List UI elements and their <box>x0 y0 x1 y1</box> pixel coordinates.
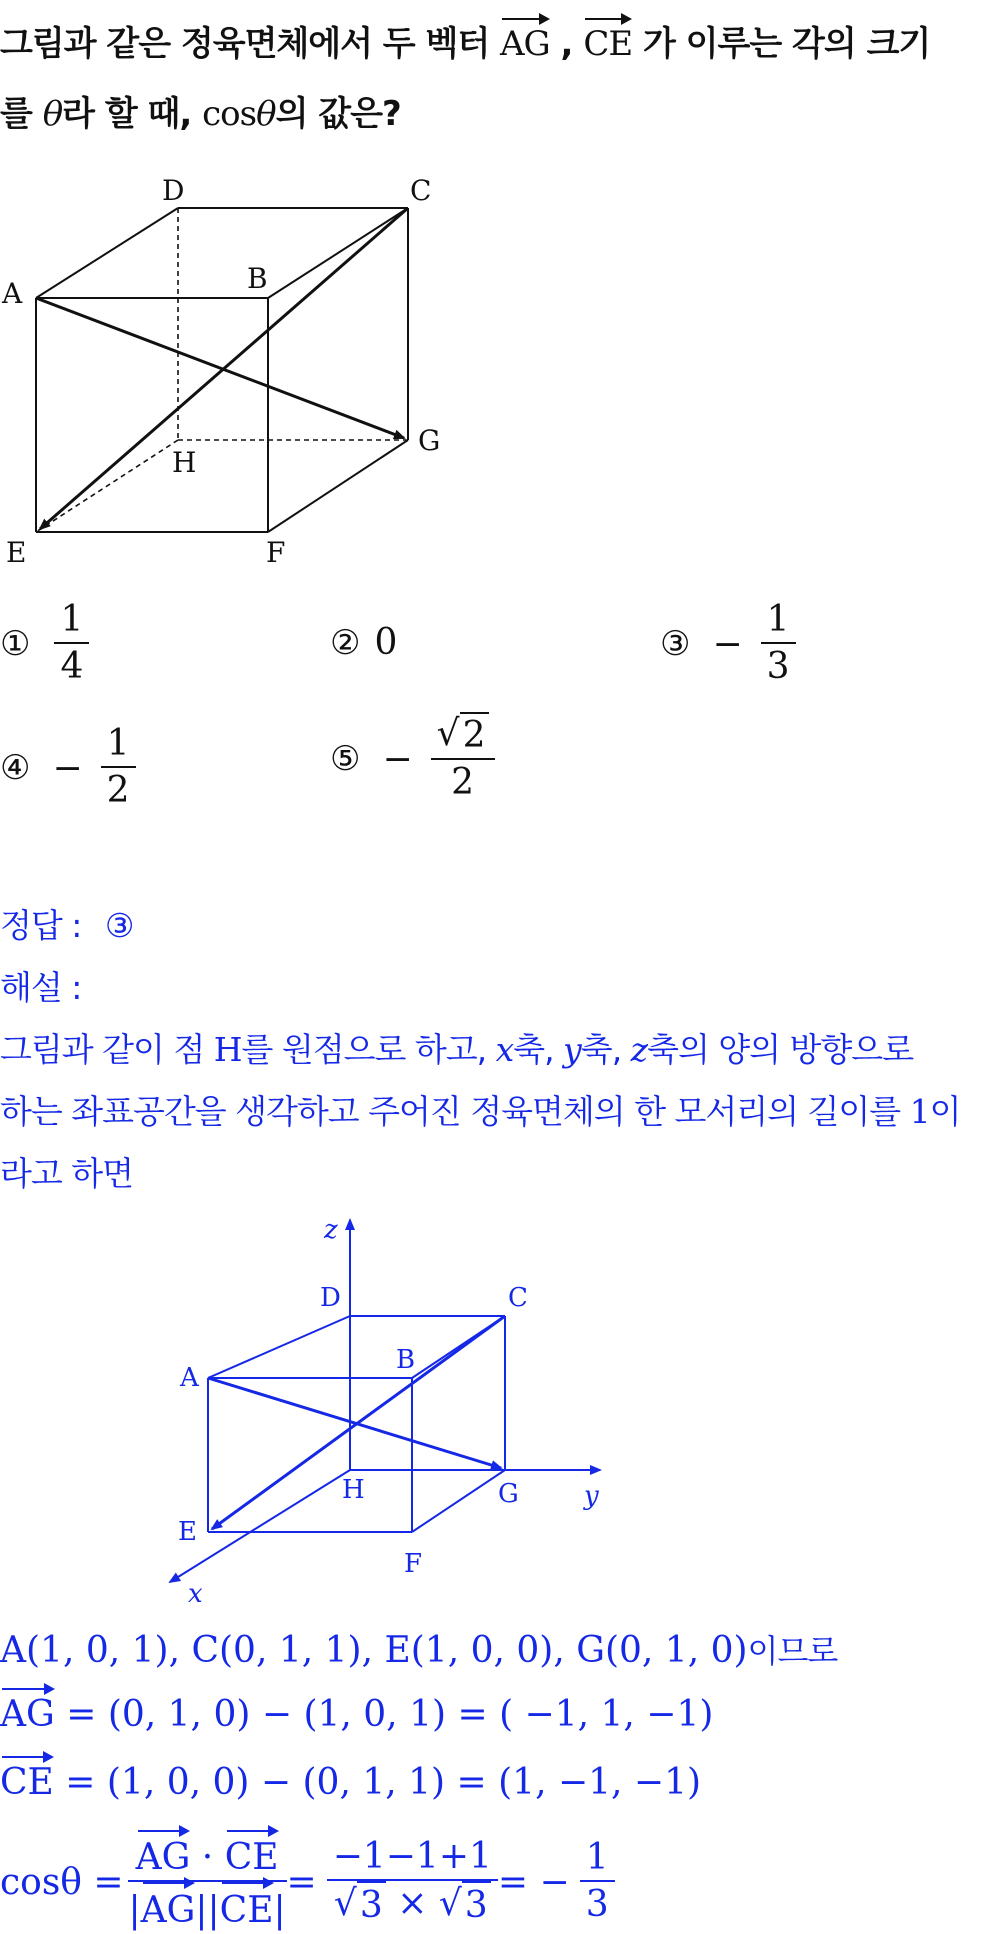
x-axis-symbol: x <box>495 1030 514 1069</box>
radicand: 3 <box>462 1881 491 1929</box>
label-b: B <box>396 1345 416 1375</box>
label-z-axis: z <box>324 1215 338 1245</box>
ce-expression: = (1, 0, 0) − (0, 1, 1) = (1, −1, −1) <box>53 1762 702 1803</box>
dot-product <box>128 1830 287 1882</box>
theta-symbol: θ <box>256 94 276 134</box>
edge-ad <box>208 1316 350 1378</box>
question-text: 그림과 같은 정육면체에서 두 벡터 <box>0 24 500 64</box>
explanation-text: 이 <box>929 1092 961 1131</box>
ce-vector-line <box>0 1762 701 1803</box>
label-x-axis: x <box>188 1579 203 1609</box>
edge-length: 1 <box>909 1092 930 1131</box>
vector-ag-arrow <box>36 298 404 438</box>
comma: , <box>549 24 584 64</box>
label-d: D <box>320 1283 341 1313</box>
explanation-text: 축의 양의 방향으로 <box>647 1030 914 1069</box>
cube-figure <box>0 170 460 570</box>
coordinate-cube-figure <box>160 1210 620 1610</box>
times: × <box>385 1883 439 1924</box>
question-line-1 <box>0 16 930 65</box>
edge-fg <box>268 440 408 532</box>
separator: , <box>611 1030 631 1069</box>
axis-word: 축 <box>580 1030 612 1069</box>
option-3[interactable] <box>660 598 796 690</box>
edge-ad <box>36 208 178 298</box>
magnitudes <box>128 1882 285 1934</box>
explanation-text: 하는 좌표공간을 생각하고 주어진 정육면체의 한 모서리의 길이를 <box>0 1092 910 1131</box>
denominator: 3 <box>766 646 790 687</box>
question-text: 를 <box>0 94 43 134</box>
answer-line <box>0 900 133 947</box>
square-root: √ 3 <box>439 1881 491 1929</box>
denominator: 4 <box>60 646 84 687</box>
label-c: C <box>410 174 432 207</box>
equals: = <box>286 1861 317 1903</box>
label-y-axis: y <box>584 1481 599 1511</box>
minus-sign: − <box>712 623 743 665</box>
vector-ce: CE <box>583 24 633 64</box>
result-fraction <box>580 1836 615 1928</box>
numerator: 1 <box>101 722 136 768</box>
numerator: −1−1+1 <box>327 1835 498 1881</box>
minus-sign: − <box>382 738 413 780</box>
label-h: H <box>342 1475 365 1505</box>
label-b: B <box>247 262 268 295</box>
axis-word: 축 <box>513 1030 545 1069</box>
question-line-2 <box>0 86 401 135</box>
explanation-line-1 <box>0 1024 913 1071</box>
separator: , <box>544 1030 564 1069</box>
label-g: G <box>418 424 441 457</box>
option-value: 0 <box>374 622 398 663</box>
dot-symbol: · <box>190 1837 225 1878</box>
explanation-line-2 <box>0 1086 961 1133</box>
label-a: A <box>180 1363 199 1393</box>
radicand: 2 <box>460 712 489 758</box>
question-text: 가 이루는 각의 크기 <box>632 24 931 64</box>
option-4[interactable] <box>0 722 136 814</box>
abs-bar: | <box>195 1890 208 1931</box>
question-text: 라 할 때, <box>62 94 203 134</box>
option-marker: ③ <box>660 624 691 664</box>
option-5[interactable] <box>330 712 495 806</box>
y-axis-symbol: y <box>563 1030 581 1069</box>
z-axis-symbol: z <box>630 1030 648 1069</box>
point-h: H <box>213 1030 242 1069</box>
vector-ag: AG <box>500 24 550 64</box>
numerator: 1 <box>761 598 796 644</box>
fraction <box>761 598 796 690</box>
result-sign: = − <box>497 1861 570 1903</box>
denominator <box>334 1881 491 1929</box>
explanation-line-3: 라고 하면 <box>0 1154 134 1193</box>
numerator: 1 <box>54 598 89 644</box>
cos-label: cosθ = <box>0 1861 124 1903</box>
option-marker: ⑤ <box>330 739 361 779</box>
option-marker: ④ <box>0 748 31 788</box>
edge-he-hidden <box>36 440 178 532</box>
option-marker: ② <box>330 622 361 663</box>
label-c: C <box>508 1283 528 1313</box>
option-2[interactable] <box>330 622 397 663</box>
vector-ce: CE <box>0 1762 54 1803</box>
vector-ag: AG <box>135 1837 191 1878</box>
label-f: F <box>266 536 286 569</box>
cos-fraction <box>128 1830 287 1934</box>
vector-ce-arrow <box>40 208 408 529</box>
radicand: 3 <box>357 1881 386 1929</box>
vector-ce: CE <box>220 1888 274 1934</box>
vector-ag-arrow <box>208 1378 501 1468</box>
fraction <box>431 712 495 806</box>
theta-symbol: θ <box>42 94 63 134</box>
x-axis <box>170 1470 350 1582</box>
label-f: F <box>404 1549 423 1579</box>
fraction <box>54 598 89 690</box>
vector-ag: AG <box>141 1888 196 1934</box>
explanation-label: 해설 : <box>0 968 82 1007</box>
coordinates: A(1, 0, 1), C(0, 1, 1), E(1, 0, 0), G(0, 1, 0) <box>0 1630 748 1671</box>
value-fraction <box>327 1835 498 1929</box>
answer-value: ③ <box>104 906 134 945</box>
answer-label: 정답 : <box>0 906 91 945</box>
question-text: 의 값은? <box>275 94 401 134</box>
label-e: E <box>178 1517 197 1547</box>
ag-expression: = (0, 1, 0) − (1, 0, 1) = ( −1, 1, −1) <box>54 1694 714 1735</box>
edge-fg <box>412 1470 505 1532</box>
ag-vector-line <box>0 1694 713 1735</box>
label-h: H <box>172 446 197 479</box>
numerator: 1 <box>580 1836 615 1882</box>
cos-line <box>0 1830 615 1934</box>
denominator: 2 <box>106 770 130 811</box>
coordinates-tail: 이므로 <box>747 1632 838 1670</box>
edge-bc <box>268 208 408 298</box>
label-d: D <box>162 174 185 207</box>
abs-bar: | <box>128 1890 141 1931</box>
minus-sign: − <box>52 747 83 789</box>
square-root: √ 3 <box>334 1881 386 1929</box>
label-a: A <box>2 277 23 310</box>
vector-ag: AG <box>0 1694 55 1735</box>
abs-bar: | <box>273 1890 286 1931</box>
coordinates-line <box>0 1626 837 1672</box>
numerator <box>431 712 495 760</box>
option-marker: ① <box>0 624 31 664</box>
denominator: 2 <box>451 762 475 803</box>
fraction <box>101 722 136 814</box>
square-root: √ 2 <box>437 712 489 758</box>
option-1[interactable] <box>0 598 89 690</box>
explanation-text: 를 원점으로 하고, <box>241 1030 496 1069</box>
vector-ce: CE <box>224 1837 279 1878</box>
abs-bar: | <box>207 1890 220 1931</box>
denominator: 3 <box>585 1884 609 1925</box>
label-e: E <box>6 536 27 569</box>
explanation-text: 그림과 같이 점 <box>0 1030 214 1069</box>
label-g: G <box>498 1479 519 1509</box>
cos-symbol: cos <box>202 94 257 134</box>
